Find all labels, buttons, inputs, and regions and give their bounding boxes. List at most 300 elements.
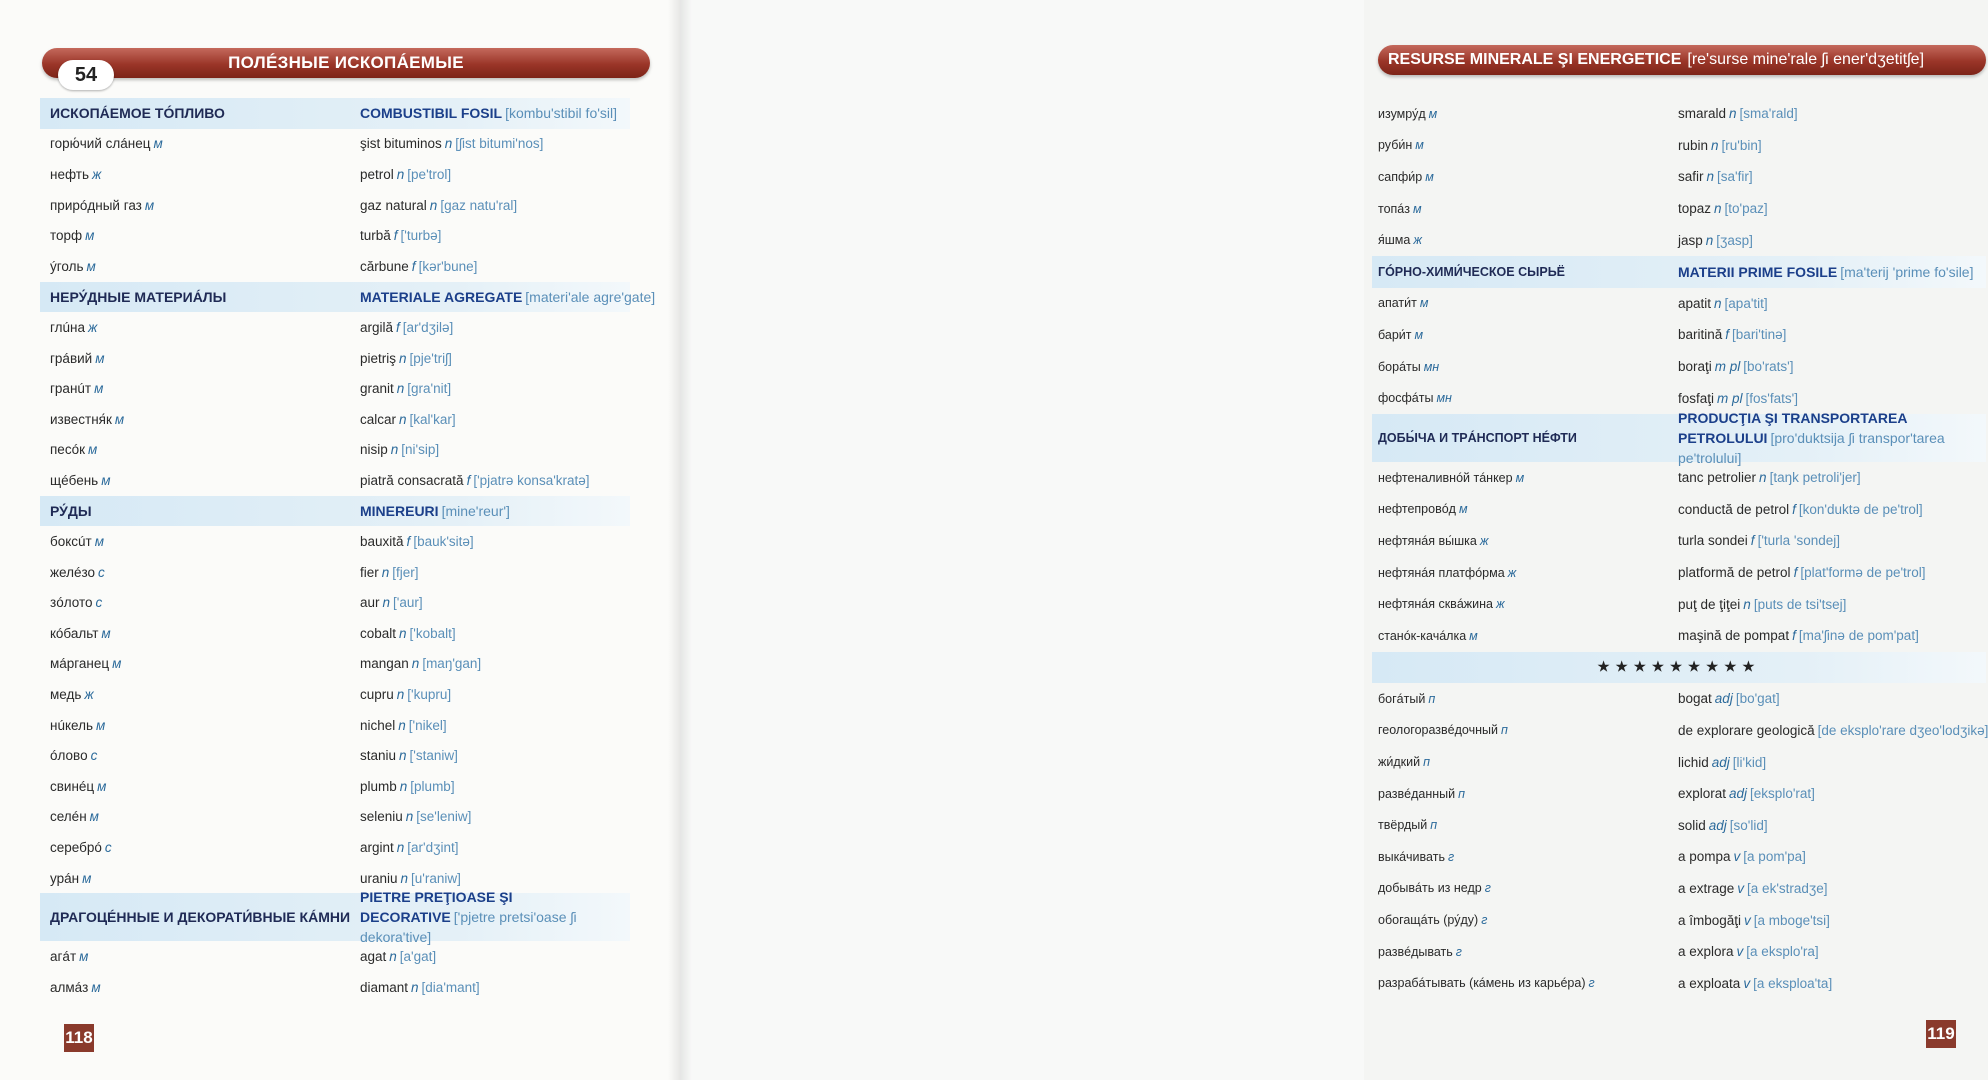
romanian-term [360, 503, 630, 519]
romanian-word: nisip [360, 442, 388, 458]
pronunciation: [a ek'stradʒe] [1747, 880, 1828, 896]
russian-gender: ж [1479, 533, 1489, 548]
romanian-term [360, 595, 630, 610]
section-header-row [1372, 409, 1986, 466]
romanian-gender: n [399, 748, 407, 764]
vocabulary-row [1372, 193, 1986, 225]
russian-word: НЕРУ́ДНЫЕ МАТЕРИÁЛЫ [50, 288, 227, 305]
vocabulary-row [1372, 288, 1986, 320]
romanian-term [1678, 233, 1986, 248]
russian-word: апати́т [1378, 296, 1417, 311]
russian-term [1372, 850, 1678, 864]
russian-term [40, 198, 360, 213]
russian-word: бари́т [1378, 327, 1412, 342]
romanian-gender: n [389, 949, 397, 965]
pronunciation: [taŋk petroli'jer] [1769, 470, 1861, 486]
romanian-term [1678, 565, 1986, 580]
romanian-gender: adj [1714, 691, 1733, 707]
chapter-title-banner [42, 48, 650, 78]
romanian-gender: n [1729, 106, 1737, 122]
pronunciation: [apa'tit] [1724, 295, 1768, 311]
romanian-term [360, 887, 630, 947]
chapter-title: ПОЛÉЗНЫЕ ИСКОПÁЕМЫЕ [228, 53, 464, 72]
romanian-gender: n [396, 381, 405, 397]
romanian-word: turla sondei [1678, 533, 1748, 549]
vocabulary-row [40, 679, 630, 710]
romanian-gender: n [398, 717, 406, 733]
book-gutter [668, 0, 692, 1080]
pronunciation: ['nikel] [408, 717, 447, 733]
pronunciation: [fjer] [392, 564, 419, 580]
vocabulary-row [1372, 873, 1986, 905]
romanian-gender: v [1744, 912, 1751, 928]
vocabulary-row [40, 465, 630, 496]
pronunciation: [bari'tinə] [1732, 327, 1787, 343]
section-header-row [40, 282, 656, 313]
russian-gender: м [82, 870, 92, 886]
romanian-word: nichel [360, 717, 396, 733]
romanian-word: boraţi [1678, 359, 1712, 375]
romanian-gender: n [1714, 201, 1722, 217]
russian-word: кóбальт [50, 625, 99, 641]
vocabulary-row [1372, 904, 1986, 936]
right-vocabulary-list [1372, 98, 1986, 999]
russian-term [1372, 566, 1678, 580]
russian-term [40, 687, 360, 702]
vocabulary-row [1372, 98, 1986, 130]
romanian-term [1678, 264, 1986, 280]
romanian-word: topaz [1678, 201, 1712, 217]
russian-term [1372, 233, 1678, 247]
russian-gender: г [1588, 976, 1595, 991]
russian-word: ДРАГОЦÉННЫЕ И ДЕКОРАТИ́ВНЫЕ КÁМНИ [50, 909, 351, 926]
russian-term [1372, 818, 1678, 832]
pronunciation: [bo'gat] [1735, 691, 1780, 707]
romanian-word: diamant [360, 979, 409, 995]
russian-word: песóк [50, 442, 85, 458]
romanian-gender: n [1706, 169, 1715, 185]
russian-gender: м [114, 411, 125, 427]
vocabulary-row [40, 972, 630, 1003]
romanian-gender: f [1750, 533, 1755, 549]
russian-gender: м [94, 381, 104, 397]
romanian-term [360, 534, 630, 549]
romanian-word: cupru [360, 687, 394, 703]
romanian-word: bauxită [360, 534, 404, 550]
russian-gender: п [1500, 723, 1508, 738]
romanian-gender: m pl [1714, 359, 1741, 375]
romanian-term [360, 656, 630, 671]
russian-word: выкáчивать [1378, 849, 1445, 864]
russian-word: геологоразвéдочный [1378, 723, 1498, 738]
romanian-term [360, 949, 630, 964]
vocabulary-row [1372, 778, 1986, 810]
russian-gender: с [98, 564, 105, 580]
romanian-gender: n [1711, 137, 1719, 153]
vocabulary-row [1372, 936, 1986, 968]
romanian-term [1678, 786, 1986, 801]
vocabulary-row [1372, 557, 1986, 589]
vocabulary-row [1372, 588, 1986, 620]
romanian-word: a exploata [1678, 975, 1741, 991]
romanian-term [1678, 849, 1986, 864]
russian-term [40, 442, 360, 457]
romanian-term [360, 105, 630, 121]
pronunciation: ['pjetre pretsi'oase ʃi dekora'tive] [360, 909, 577, 946]
romanian-gender: f [1792, 501, 1796, 517]
romanian-word: lichid [1678, 754, 1709, 770]
russian-gender: м [1419, 296, 1429, 311]
vocabulary-row [1372, 319, 1986, 351]
russian-term [1372, 787, 1678, 801]
romanian-word: gaz natural [360, 197, 427, 213]
pronunciation: ['pjatrə konsa'kratə] [473, 472, 590, 488]
russian-word: нефтеналивнóй тáнкер [1378, 470, 1513, 485]
pronunciation: [eksplo'rat] [1750, 786, 1815, 802]
russian-gender: г [1447, 849, 1455, 864]
vocabulary-row [40, 373, 630, 404]
russian-gender: м [1469, 628, 1478, 643]
vocabulary-row [1372, 841, 1986, 873]
vocabulary-row [40, 312, 630, 343]
russian-word: урáн [50, 870, 80, 886]
vocabulary-row [40, 435, 630, 466]
romanian-word: de explorare geologică [1678, 722, 1815, 738]
romanian-word: a explora [1678, 944, 1734, 960]
romanian-gender: n [396, 166, 405, 182]
romanian-word: aur [360, 595, 380, 611]
russian-word: нефтянáя вы́шка [1378, 533, 1477, 548]
russian-word: развéданный [1378, 786, 1456, 801]
vocabulary-row [1372, 620, 1986, 652]
romanian-term [360, 565, 630, 580]
russian-term [40, 871, 360, 886]
russian-word: фосфáты [1378, 391, 1434, 406]
russian-term [40, 809, 360, 824]
romanian-gender: v [1733, 849, 1741, 865]
russian-gender: п [1458, 786, 1465, 801]
pronunciation: [gaz natu'ral] [440, 197, 518, 213]
vocabulary-row [40, 710, 630, 741]
russian-term [1372, 945, 1678, 959]
romanian-word: tanc petrolier [1678, 470, 1757, 486]
romanian-term [1678, 408, 1986, 468]
pronunciation: [so'lid] [1729, 817, 1768, 833]
romanian-gender: f [411, 258, 416, 274]
romanian-gender: n [399, 625, 407, 641]
russian-word: обогащáть (ру́ду) [1378, 913, 1479, 928]
pronunciation: [ma'ʃinə de pom'pat] [1798, 628, 1919, 644]
romanian-gender: n [382, 595, 391, 611]
russian-term [40, 228, 360, 243]
vocabulary-row [40, 343, 630, 374]
russian-term [1372, 597, 1678, 611]
russian-word: мáрганец [50, 656, 110, 672]
russian-term [40, 534, 360, 549]
pronunciation: [de eksplo'rare dʒeo'lodʒikə] [1817, 722, 1988, 738]
vocabulary-row [1372, 161, 1986, 193]
russian-gender: м [91, 979, 101, 995]
russian-gender: м [97, 778, 107, 794]
romanian-term [360, 167, 630, 182]
romanian-word: platformă de petrol [1678, 565, 1791, 581]
romanian-word: şist bituminos [360, 136, 442, 152]
russian-word: ýголь [50, 258, 84, 274]
russian-gender: м [89, 809, 99, 825]
pronunciation: [ʒasp] [1716, 232, 1753, 248]
section-header-row [40, 496, 630, 527]
romanian-word: mangan [360, 656, 409, 672]
russian-gender: м [1415, 138, 1424, 153]
romanian-term [1678, 391, 1986, 406]
romanian-word: apatit [1678, 295, 1712, 311]
russian-gender: п [1428, 691, 1436, 706]
russian-gender: г [1484, 881, 1491, 896]
russian-gender: с [104, 840, 112, 856]
romanian-word: conductă de petrol [1678, 501, 1790, 517]
pronunciation: [puts de tsi'tsej] [1753, 596, 1847, 612]
vocabulary-row [40, 740, 630, 771]
romanian-gender: f [1792, 628, 1796, 644]
russian-gender: мн [1436, 391, 1452, 406]
russian-word: я́шма [1378, 233, 1411, 248]
romanian-term [360, 259, 630, 274]
romanian-gender: f [1793, 565, 1798, 581]
russian-term [1372, 360, 1678, 374]
romanian-gender: n [1714, 295, 1722, 311]
russian-gender: ж [92, 166, 102, 182]
russian-term [1372, 265, 1678, 279]
romanian-word: turbă [360, 228, 391, 244]
vocabulary-row [1372, 351, 1986, 383]
pronunciation: [materi'ale agre'gate] [525, 288, 656, 305]
pronunciation: [ni'sip] [401, 442, 440, 458]
right-page [680, 0, 1988, 1080]
romanian-gender: n [396, 840, 405, 856]
pronunciation: [ar'dʒint] [407, 840, 459, 856]
russian-term [40, 136, 360, 151]
russian-term [40, 320, 360, 335]
russian-term [1372, 391, 1678, 405]
romanian-gender: n [405, 809, 414, 825]
russian-term [1372, 138, 1678, 152]
pronunciation: [pe'trol] [407, 166, 452, 182]
romanian-term [1678, 881, 1986, 896]
romanian-gender: f [1725, 327, 1730, 343]
russian-word: селéн [50, 809, 87, 825]
romanian-gender: n [1705, 232, 1714, 248]
romanian-word: solid [1678, 817, 1706, 833]
vocabulary-row [40, 649, 630, 680]
russian-gender: п [1430, 818, 1438, 833]
pronunciation: ['kobalt] [409, 625, 456, 641]
romanian-gender: adj [1708, 817, 1727, 833]
romanian-gender: adj [1711, 754, 1730, 770]
romanian-word: argilă [360, 319, 394, 335]
romanian-term [360, 687, 630, 702]
romanian-term [1678, 913, 1986, 928]
russian-gender: м [1428, 106, 1438, 121]
vocabulary-row [40, 802, 630, 833]
pronunciation: [fos'fats'] [1745, 390, 1798, 406]
romanian-term [360, 351, 630, 366]
vocabulary-row [1372, 715, 1986, 747]
russian-word: ГÓРНО-ХИМИ́ЧЕСКОЕ СЫРЬЁ [1378, 264, 1566, 279]
romanian-term [360, 442, 630, 457]
romanian-term [360, 779, 630, 794]
romanian-word: a pompa [1678, 849, 1731, 865]
page-number-right: 119 [1926, 1020, 1956, 1048]
pronunciation: [a pom'pa] [1743, 849, 1806, 865]
russian-term [40, 289, 360, 305]
section-header-row [40, 98, 630, 129]
vocabulary-row [1372, 809, 1986, 841]
romanian-word: cărbune [360, 258, 409, 274]
russian-gender: г [1455, 944, 1462, 959]
romanian-word: seleniu [360, 809, 403, 825]
romanian-gender: v [1736, 944, 1744, 960]
russian-term [40, 748, 360, 763]
romanian-term [360, 871, 630, 886]
russian-gender: ж [1507, 565, 1517, 580]
vocabulary-row [1372, 967, 1986, 999]
romanian-gender: n [399, 778, 408, 794]
romanian-term [1678, 327, 1986, 342]
russian-gender: м [112, 656, 122, 672]
russian-word: станóк-качáлка [1378, 628, 1467, 643]
pronunciation: [to'paz] [1724, 201, 1768, 217]
pronunciation: [sma'rald] [1739, 106, 1798, 122]
russian-word: гранúт [50, 381, 92, 397]
russian-term [40, 949, 360, 964]
romanian-term [1678, 296, 1986, 311]
section-title: RESURSE MINERALE ŞI ENERGETICE [1388, 51, 1682, 68]
vocabulary-row [40, 129, 630, 160]
russian-word: нефтянáя платфóрма [1378, 565, 1505, 580]
pronunciation: [kər'bune] [418, 258, 478, 274]
russian-gender: с [90, 748, 98, 764]
russian-gender: м [1414, 327, 1424, 342]
section-title-banner [1378, 45, 1986, 75]
romanian-term [360, 136, 630, 151]
russian-word: желéзо [50, 564, 96, 580]
russian-term [1372, 431, 1678, 445]
russian-word: жи́дкий [1378, 755, 1421, 770]
vocabulary-row [1372, 130, 1986, 162]
romanian-term [1678, 755, 1986, 770]
romanian-gender: n [400, 870, 409, 886]
romanian-gender: n [1743, 596, 1751, 612]
romanian-word: MATERII PRIME FOSILE [1678, 263, 1838, 280]
russian-term [1372, 471, 1678, 485]
pronunciation: ['staniw] [409, 748, 458, 764]
page-number-left: 118 [64, 1024, 94, 1052]
russian-word: разрабáтывать (кáмень из карьéра) [1378, 976, 1586, 991]
russian-term [40, 595, 360, 610]
russian-term [40, 980, 360, 995]
russian-gender: м [1413, 201, 1422, 216]
russian-term [1372, 881, 1678, 895]
russian-term [1372, 976, 1678, 990]
russian-gender: м [79, 949, 89, 965]
vocabulary-row [40, 557, 630, 588]
russian-term [1372, 534, 1678, 548]
russian-word: добывáть из недр [1378, 881, 1482, 896]
romanian-term [360, 228, 630, 243]
vocabulary-row [40, 251, 630, 282]
pronunciation: [ar'dʒilə] [402, 319, 454, 335]
romanian-term [1678, 201, 1986, 216]
vocabulary-row [40, 159, 630, 190]
romanian-word: smarald [1678, 106, 1727, 122]
romanian-term [1678, 723, 1988, 738]
romanian-gender: n [429, 197, 438, 213]
russian-word: богáтый [1378, 691, 1426, 706]
romanian-word: cobalt [360, 625, 397, 641]
russian-gender: м [86, 258, 96, 274]
russian-word: торф [50, 228, 83, 244]
romanian-word: rubin [1678, 137, 1709, 153]
vocabulary-row [1372, 683, 1986, 715]
russian-term [40, 718, 360, 733]
russian-word: нефть [50, 166, 89, 182]
russian-word: руби́н [1378, 138, 1413, 153]
romanian-term [360, 289, 655, 305]
russian-word: свинéц [50, 778, 95, 794]
russian-term [1372, 202, 1678, 216]
russian-word: медь [50, 687, 82, 703]
romanian-gender: n [1759, 470, 1767, 486]
russian-word: ДОБЫ́ЧА И ТРÁНСПОРТ НÉФТИ [1378, 430, 1577, 445]
russian-term [1372, 755, 1678, 769]
vocabulary-row [1372, 525, 1986, 557]
romanian-term [360, 840, 630, 855]
romanian-term [1678, 502, 1986, 517]
russian-term [1372, 723, 1678, 737]
romanian-gender: v [1737, 880, 1745, 896]
romanian-gender: v [1743, 975, 1751, 991]
romanian-word: maşină de pompat [1678, 628, 1790, 644]
star-divider: ★★★★★★★★★ [1372, 652, 1986, 684]
romanian-word: fosfaţi [1678, 390, 1715, 406]
pronunciation: [bo'rats'] [1743, 359, 1794, 375]
vocabulary-row [1372, 224, 1986, 256]
pronunciation: [ru'bin] [1721, 137, 1762, 153]
romanian-gender: n [399, 411, 407, 427]
romanian-word: petrol [360, 166, 394, 182]
pronunciation: [dia'mant] [421, 979, 480, 995]
romanian-term [360, 412, 630, 427]
left-page [0, 0, 680, 1080]
romanian-word: fier [360, 564, 379, 580]
russian-term [40, 105, 360, 121]
russian-word: нефтепровóд [1378, 502, 1456, 517]
russian-term [1372, 328, 1678, 342]
romanian-gender: adj [1729, 786, 1748, 802]
romanian-word: MINEREURI [360, 503, 439, 520]
romanian-gender: f [393, 228, 398, 244]
russian-gender: м [94, 534, 105, 550]
romanian-word: uraniu [360, 870, 398, 886]
section-title-pronunciation: [re'surse mine'rale ʃi ener'dʒetitʃe] [1687, 51, 1925, 68]
russian-term [1372, 107, 1678, 121]
romanian-word: bogat [1678, 691, 1712, 707]
romanian-word: puţ de ţiţei [1678, 596, 1741, 612]
romanian-term [1678, 533, 1986, 548]
romanian-term [1678, 169, 1986, 184]
russian-gender: ж [1495, 597, 1505, 612]
romanian-word: a îmbogăţi [1678, 912, 1742, 928]
